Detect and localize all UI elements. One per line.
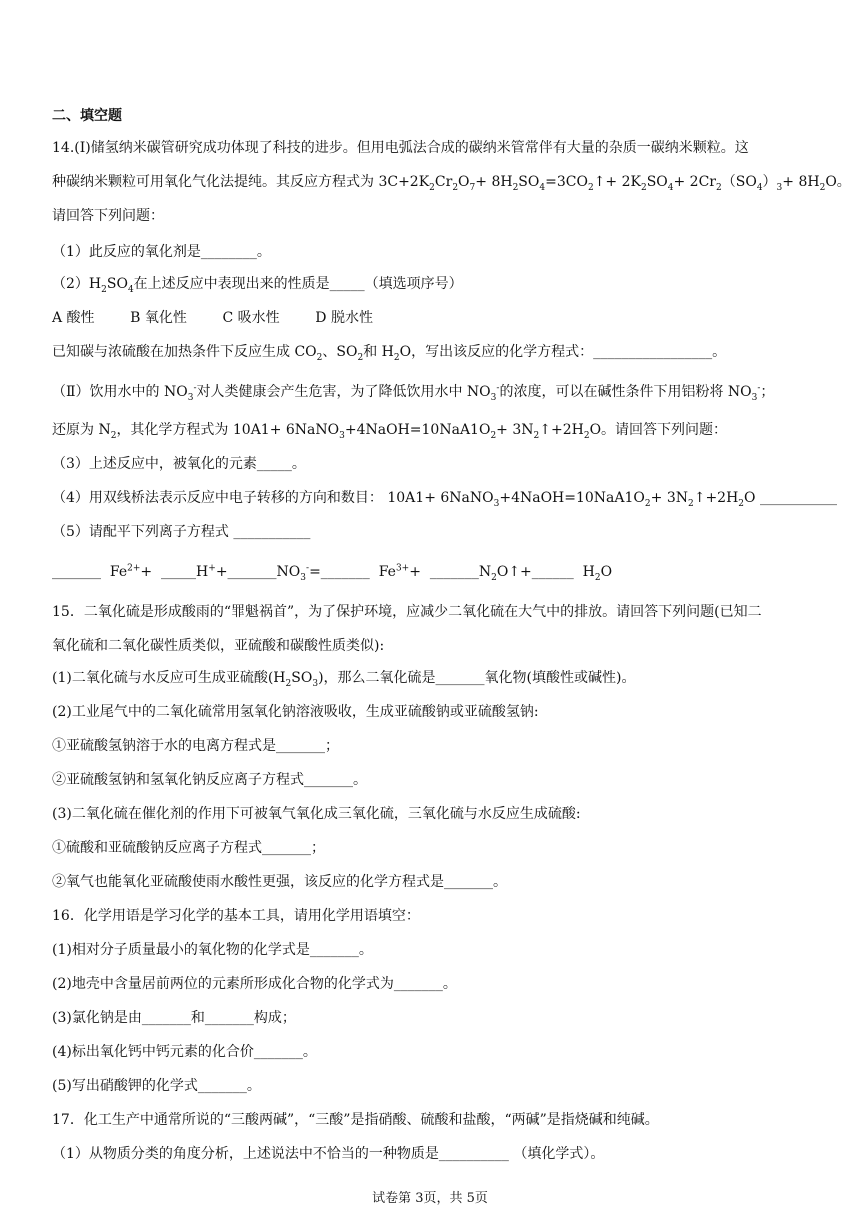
q14-line-7: 已知碳与浓硫酸在加热条件下反应生成 $CO_2$、$SO_2$和 $H_2O$，写出该反应的化学方程式：_________________。: [52, 344, 727, 363]
q16-sub2: (2)地壳中含量居前两位的元素所形成化合物的化学式为_______。: [52, 976, 457, 992]
q15-sub2-2: ②亚硫酸氢钠和氢氧化钠反应离子方程式_______。: [52, 772, 367, 788]
q15-sub3-2: ②氧气也能氧化亚硫酸使雨水酸性更强，该反应的化学方程式是_______。: [52, 874, 507, 890]
q16-line-1: 16．化学用语是学习化学的基本工具，请用化学用语填空：: [52, 908, 420, 924]
q14-options: A 酸性 B 氧化性 C 吸水性 D 脱水性: [52, 310, 373, 326]
q14-sub2: $(2)H_2SO_4$在上述反应中表现出来的性质是_____（填选项序号）: [52, 276, 463, 295]
q15-sub3: (3)二氧化硫在催化剂的作用下可被氧气氧化成三氧化硫，三氧化硫与水反应生成硫酸:: [52, 806, 581, 822]
q15-line-1: 15．二氧化硫是形成酸雨的“罪魁祸首”，为了保护环境，应减少二氧化硫在大气中的排放。请回答下列问题(已知二: [52, 604, 762, 620]
q14-line-1: 14.(Ⅰ)储氢纳米碳管研究成功体现了科技的进步。但用电弧法合成的碳纳米管常伴有大量的杂质一碳纳米颗粒。这: [52, 140, 749, 156]
q15-line-2: 氧化硫和二氧化碳性质类似，亚硫酸和碳酸性质类似):: [52, 638, 385, 654]
q14-line-9: 还原为 $N_2$，其化学方程式为 $10A1+ 6NaNO_3+4NaOH=10NaA1O_2+$ $3N_2↑+2H_2O$。请回答下列问题：: [52, 422, 728, 441]
q14-sub1: （1）此反应的氧化剂是________。: [52, 244, 271, 260]
q17-line-1: 17．化工生产中通常所说的“三酸两碱”，“三酸”是指硝酸、硫酸和盐酸，“两碱”是指烧碱和纯碱。: [52, 1112, 659, 1128]
q17-sub1: （1）从物质分类的角度分析，上述说法中不恰当的一种物质是__________ （填化学式）。: [52, 1146, 605, 1162]
q14-line-3: 请回答下列问题：: [52, 208, 164, 224]
q14-ionic-equation: _______ $Fe^{2+}+$ $\_\_\_\_\_H^++\_\_\_\_\_\_\_NO_3^-=\_\_\_\_\_\_\_$ $Fe^{3+}+$ $\_\_\_\_\_\_\_N_2O↑+\_\_\_\_\_\_$ $H_2O$: [52, 563, 613, 583]
q14-sub3: （3）上述反应中，被氧化的元素_____。: [52, 456, 306, 472]
q14-sub4: （4）用双线桥法表示反应中电子转移的方向和数目： $10A1+ 6NaNO_3+4NaOH=10NaA1O_2+$ $3N_2↑+2H_2O$ ___________: [52, 490, 837, 509]
q14-line-8: （Ⅱ）饮用水中的 $NO_3^-$对人类健康会产生危害，为了降低饮用水中 $NO_3^-$的浓度，可以在碱性条件下用铝粉将 $NO_3^-$；: [52, 383, 775, 403]
q14-line-2: 种碳纳米颗粒可用氧化气化法提纯。其反应方程式为 $3C+2K_2Cr_2O_7+$ $8H_2SO_4=3CO_2↑+ 2K_2SO_4+ 2Cr_2(SO_4)_3+ 8H_2O$。: [52, 174, 851, 193]
q16-sub1: (1)相对分子质量最小的氧化物的化学式是_______。: [52, 942, 373, 958]
q16-sub5: (5)写出硝酸钾的化学式_______。: [52, 1078, 261, 1094]
q15-sub1: (1)二氧化硫与水反应可生成亚硫酸$(H_2SO_3)$，那么二氧化硫是_______氧化物(填酸性或碱性)。: [52, 670, 636, 689]
q15-sub2-1: ①亚硫酸氢钠溶于水的电离方程式是_______；: [52, 738, 339, 754]
page-footer: 试卷第 3页，共 5页: [372, 1191, 488, 1206]
q14-sub5: （5）请配平下列离子方程式 ___________: [52, 524, 311, 540]
section-title: 二、填空题: [52, 108, 122, 124]
q15-sub3-1: ①硫酸和亚硫酸钠反应离子方程式_______；: [52, 840, 325, 856]
q16-sub3: (3)氯化钠是由_______和_______构成；: [52, 1010, 296, 1026]
q15-sub2: (2)工业尾气中的二氧化硫常用氢氧化钠溶液吸收，生成亚硫酸钠或亚硫酸氢钠:: [52, 704, 539, 720]
q16-sub4: (4)标出氧化钙中钙元素的化合价_______。: [52, 1044, 317, 1060]
